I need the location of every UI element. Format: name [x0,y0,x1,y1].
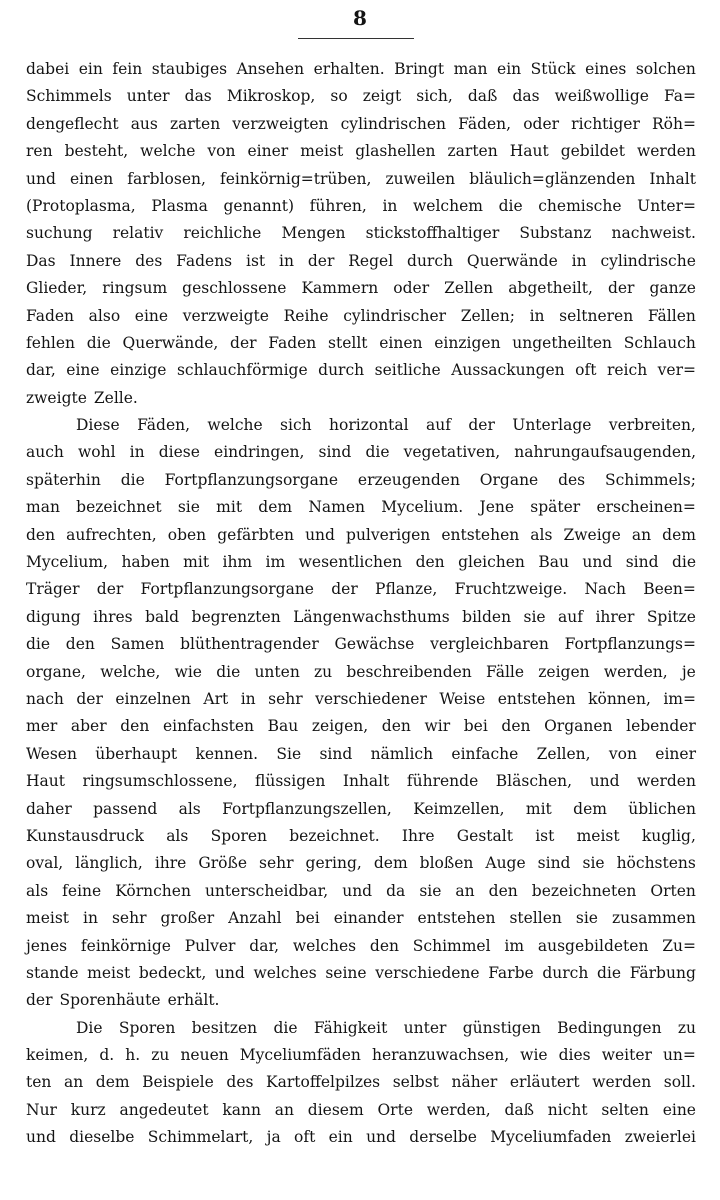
text-line: ten an dem Beispiele des Kartoffelpilzes selbst näher erläutert werden soll. [26,1073,696,1092]
text-line: dar, eine einzige schlauchförmige durch seitliche Aussackungen oft reich ver= [26,361,696,380]
text-line: fehlen die Querwände, der Faden stellt einen einzigen ungetheilten Schlauch [26,333,696,352]
text-line: nach der einzelnen Art in sehr verschiedener Weise entstehen können, im= [26,689,696,708]
text-line: auch wohl in diese eindringen, sind die vegetativen, nahrungaufsaugenden, [26,443,696,462]
text-line: Nur kurz angedeutet kann an diesem Orte werden, daß nicht selten eine [26,1100,696,1119]
text-line: dabei ein fein staubiges Ansehen erhalten. Bringt man ein Stück eines solchen [26,60,696,78]
header-rule [298,38,414,39]
text-line: den aufrechten, oben gefärbten und pulverigen entstehen als Zweige an dem [26,525,696,544]
text-line: (Protoplasma, Plasma genannt) führen, in welchem die chemische Unter= [26,196,696,215]
text-line: Kunstausdruck als Sporen bezeichnet. Ihre Gestalt ist meist kuglig, [26,826,696,845]
text-line: Mycelium, haben mit ihm im wesentlichen den gleichen Bau und sind die [26,553,696,572]
text-line: als feine Körnchen unterscheidbar, und da sie an den bezeichneten Orten [26,881,696,900]
text-line: zweigte Zelle. [26,388,138,407]
text-line: Haut ringsumschlossene, flüssigen Inhalt führende Bläschen, und werden [26,772,696,791]
text-line: Wesen überhaupt kennen. Sie sind nämlich einfache Zellen, von einer [26,744,696,763]
text-line: Diese Fäden, welche sich horizontal auf der Unterlage verbreiten, [76,416,696,435]
text-line: mer aber den einfachsten Bau zeigen, den wir bei den Organen lebender [26,717,696,736]
text-line: daher passend als Fortpflanzungszellen, Keimzellen, mit dem üblichen [26,799,696,818]
text-line: der Sporenhäute erhält. [26,991,220,1010]
text-line: Das Innere des Fadens ist in der Regel durch Querwände in cylindrische [26,251,696,270]
text-line: digung ihres bald begrenzten Längenwachsthums bilden sie auf ihrer Spitze [26,607,696,626]
text-line: dengeflecht aus zarten verzweigten cylindrischen Fäden, oder richtiger Röh= [26,114,696,133]
text-line: stande meist bedeckt, und welches seine verschiedene Farbe durch die Färbung [26,963,696,982]
text-line: und dieselbe Schimmelart, ja oft ein und derselbe Myceliumfaden zweierlei [26,1128,696,1147]
text-line: Träger der Fortpflanzungsorgane der Pflanze, Fruchtzweige. Nach Been= [26,580,696,599]
text-line: ren besteht, welche von einer meist glashellen zarten Haut gebildet werden [26,142,696,161]
text-line: Glieder, ringsum geschlossene Kammern oder Zellen abgetheilt, der ganze [26,279,696,298]
text-line: die den Samen blüthentragender Gewächse vergleichbaren Fortpflanzungs= [26,635,696,654]
text-line: späterhin die Fortpflanzungsorgane erzeugenden Organe des Schimmels; [26,470,696,489]
text-line: oval, länglich, ihre Größe sehr gering, dem bloßen Auge sind sie höchstens [26,854,696,873]
page-number: 8 [353,6,367,30]
text-line: man bezeichnet sie mit dem Namen Mycelium. Jene später erscheinen= [26,498,696,517]
text-line: keimen, d. h. zu neuen Myceliumfäden heranzuwachsen, wie dies weiter un= [26,1046,696,1065]
text-line: suchung relativ reichliche Mengen stickstoffhaltiger Substanz nachweist. [26,224,696,243]
text-line: und einen farblosen, feinkörnig=trüben, zuweilen bläulich=glänzenden Inhalt [26,169,696,188]
text-line: Schimmels unter das Mikroskop, so zeigt sich, daß das weißwollige Fa= [26,87,696,106]
text-line: jenes feinkörnige Pulver dar, welches den Schimmel im ausgebildeten Zu= [26,936,696,955]
text-line: Die Sporen besitzen die Fähigkeit unter günstigen Bedingungen zu [76,1018,696,1037]
text-line: organe, welche, wie die unten zu beschreibenden Fälle zeigen werden, je [26,662,696,681]
body-text [26,56,696,1152]
text-line: Faden also eine verzweigte Reihe cylindrischer Zellen; in seltneren Fällen [26,306,696,325]
text-line: meist in sehr großer Anzahl bei einander entstehen stellen sie zusammen [26,909,696,928]
